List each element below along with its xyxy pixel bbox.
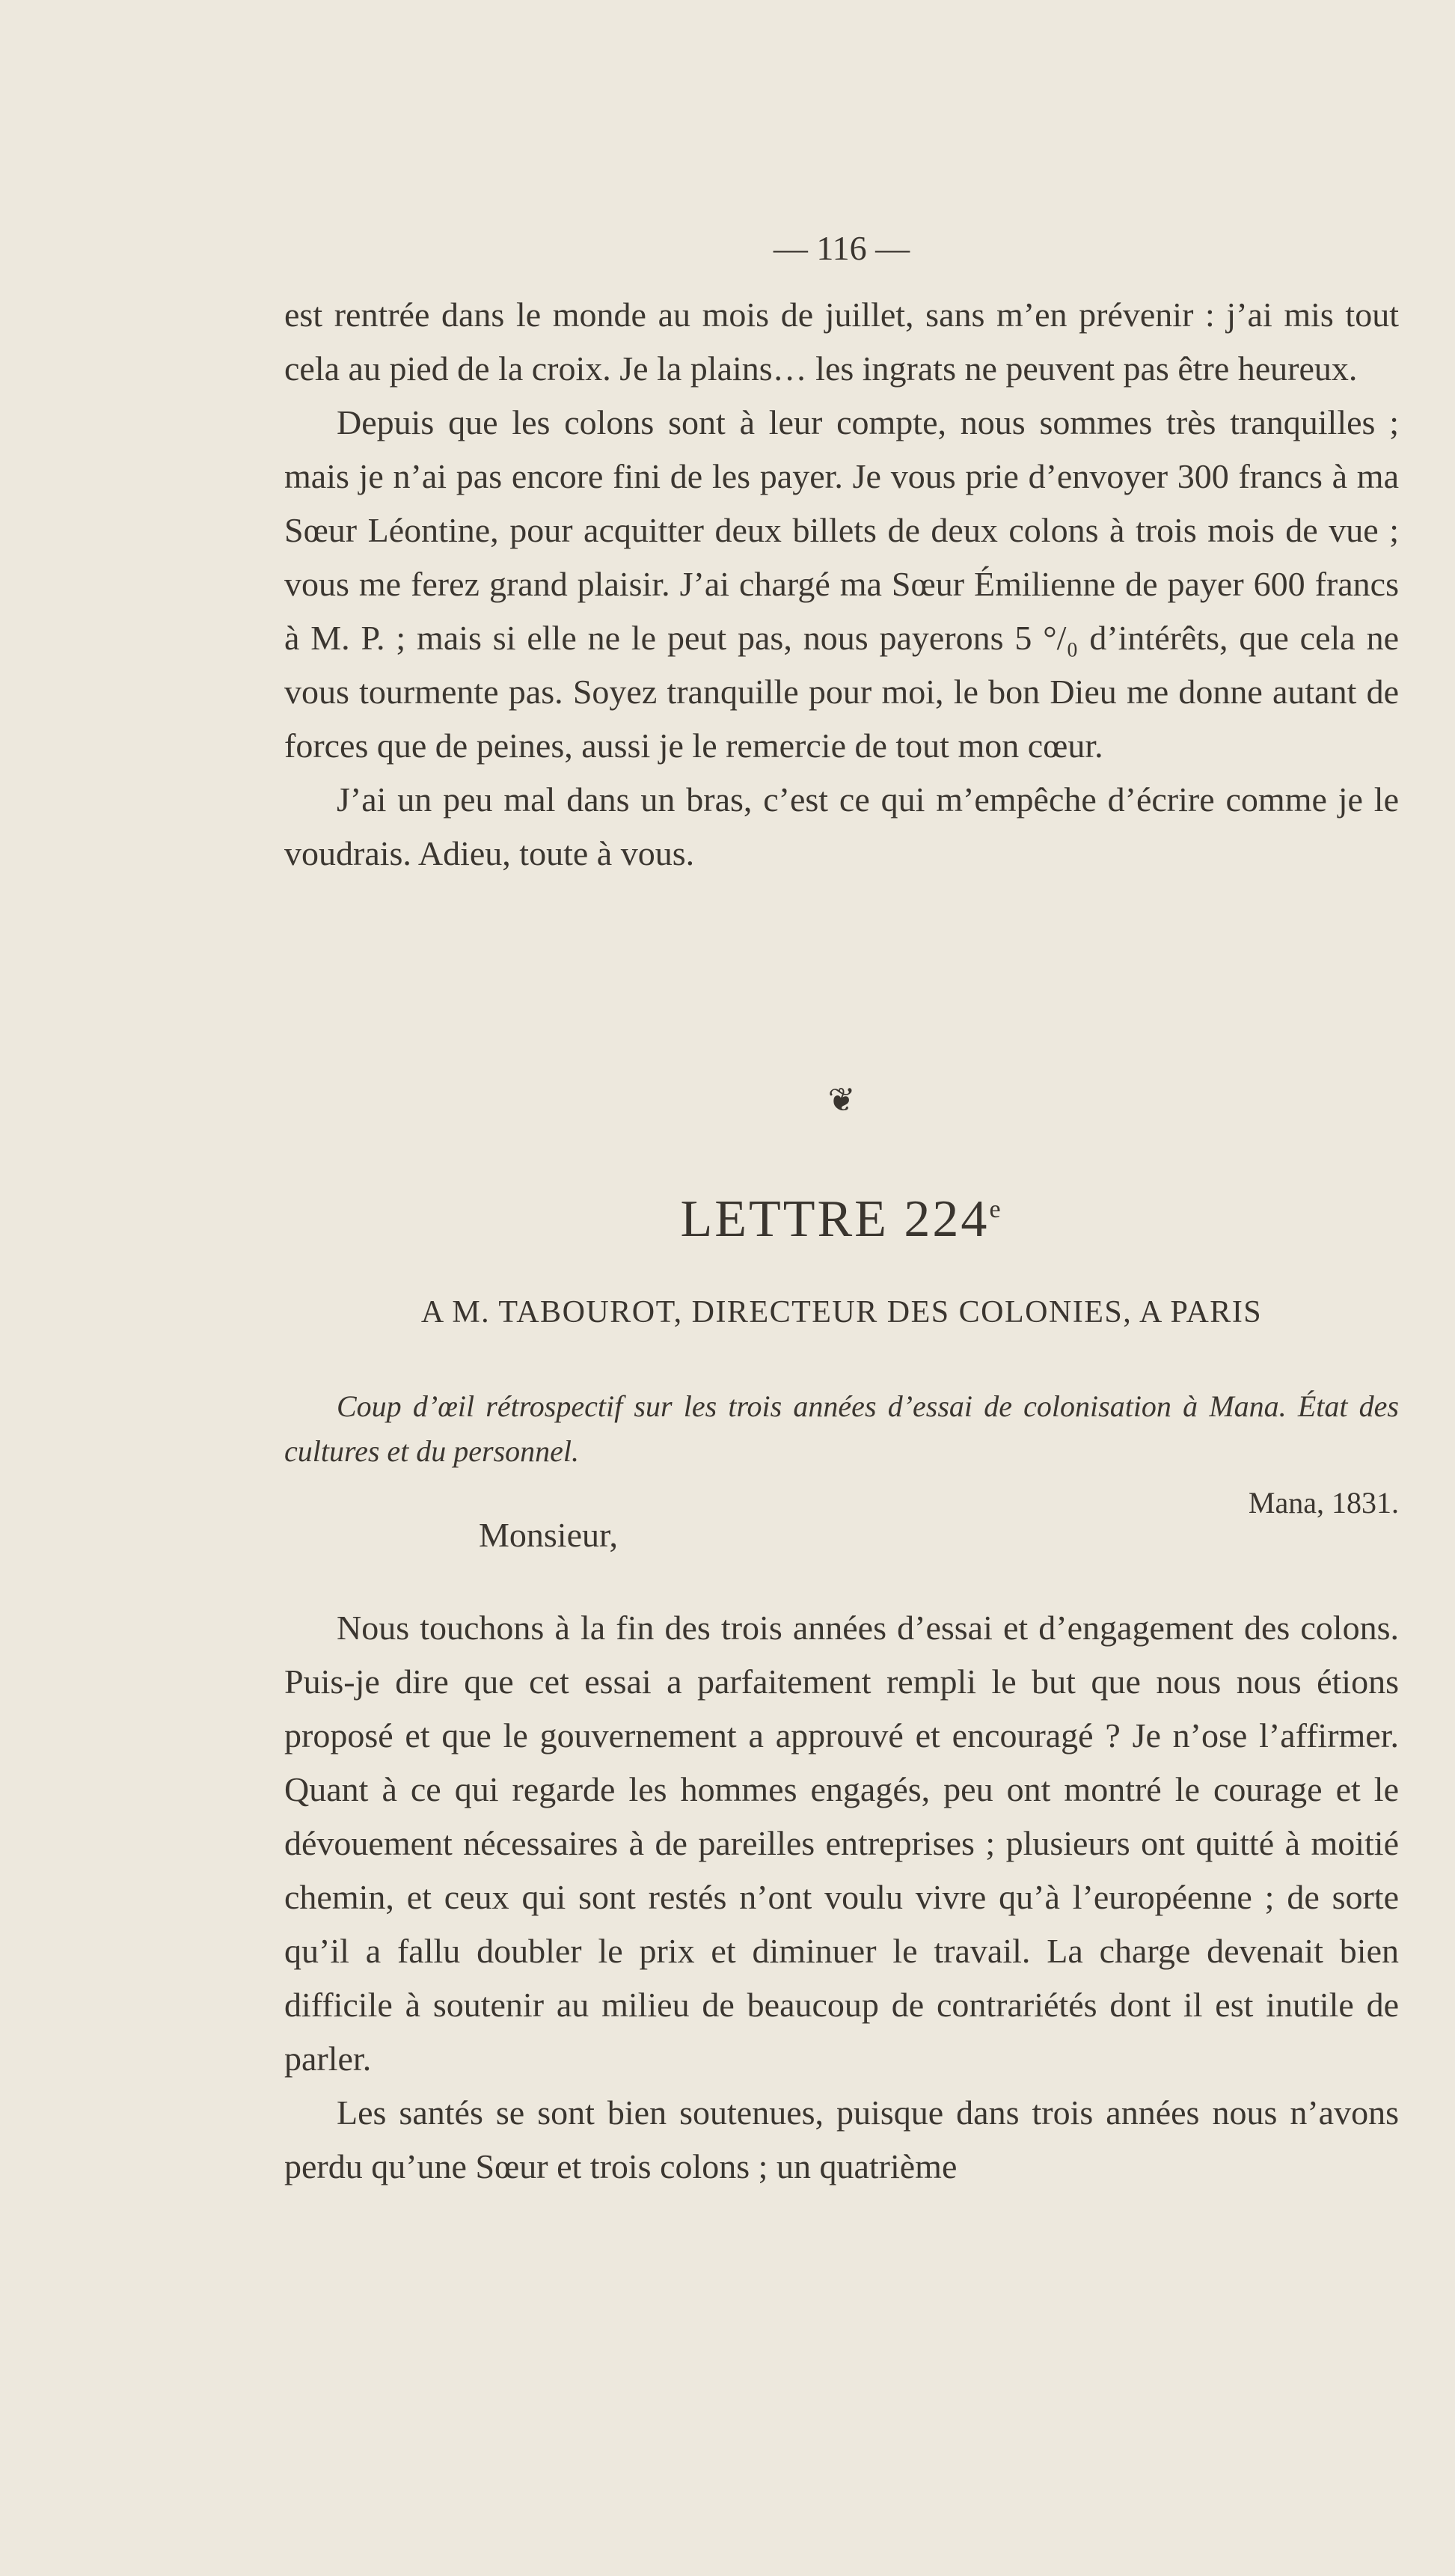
letter-recipient: A M. TABOUROT, DIRECTEUR DES COLONIES, A PARIS bbox=[420, 1295, 1263, 1330]
page-number: — 116 — bbox=[773, 229, 910, 267]
letter-dateline: Mana, 1831. bbox=[1248, 1486, 1399, 1520]
letter-salutation: Monsieur, bbox=[479, 1516, 618, 1554]
letter-title-suffix: e bbox=[989, 1196, 1003, 1223]
letter-title-text: LETTRE 224 bbox=[680, 1190, 990, 1248]
paragraph: Nous touchons à la fin des trois années d’essai et d’engagement des colons. Puis-je dire que cet essai a parfaitement rempli le but que nous nous étions proposé et que le gouvernement a approuvé et encouragé ? Je n’ose l’affirmer. Quant à ce qui regarde les hommes engagés, peu ont montré le courage et le dévouement nécessaires à de pareilles entreprises ; plusieurs ont quitté à moitié chemin, et ceux qui sont restés n’ont voulu vivre qu’à l’européenne ; de sorte qu’il a fallu doubler le prix et diminuer le travail. La charge devenait bien difficile à soutenir au milieu de beaucoup de contrariétés dont il est inutile de parler. bbox=[284, 1609, 1399, 2078]
fleuron-ornament-icon: ❦ bbox=[827, 1082, 856, 1119]
letter-title bbox=[284, 1190, 1399, 1249]
paragraph: Depuis que les colons sont à leur compte, nous sommes très tranquilles ; mais je n’ai pas encore fini de les payer. Je vous prie d’envoyer 300 francs à ma Sœur Léontine, pour acquitter deux billets de deux colons à trois mois de vue ; vous me ferez grand plaisir. J’ai chargé ma Sœur Émilienne de payer 600 francs à M. P. ; mais si elle ne le peut pas, nous payerons 5 °/₀ d’intérêts, que cela ne vous tourmente pas. Soyez tranquille pour moi, le bon Dieu me donne autant de forces que de peines, aussi je le remercie de tout mon cœur. bbox=[284, 403, 1399, 765]
letter-body bbox=[284, 1601, 1399, 2194]
paragraph: Les santés se sont bien soutenues, puisque dans trois années nous n’avons perdu qu’une Sœur et trois colons ; un quatrième bbox=[284, 2093, 1399, 2185]
letter-summary: Coup d’œil rétrospectif sur les trois années d’essai de colonisation à Mana. État des cultures et du personnel. bbox=[284, 1389, 1399, 1468]
paragraph: est rentrée dans le monde au mois de juillet, sans m’en prévenir : j’ai mis tout cela au pied de la croix. Je la plains… les ingrats ne peuvent pas être heureux. bbox=[284, 296, 1399, 388]
paragraph: J’ai un peu mal dans un bras, c’est ce qui m’empêche d’écrire comme je le voudrais. Adieu, toute à vous. bbox=[284, 780, 1399, 872]
letter-continuation bbox=[284, 288, 1399, 881]
